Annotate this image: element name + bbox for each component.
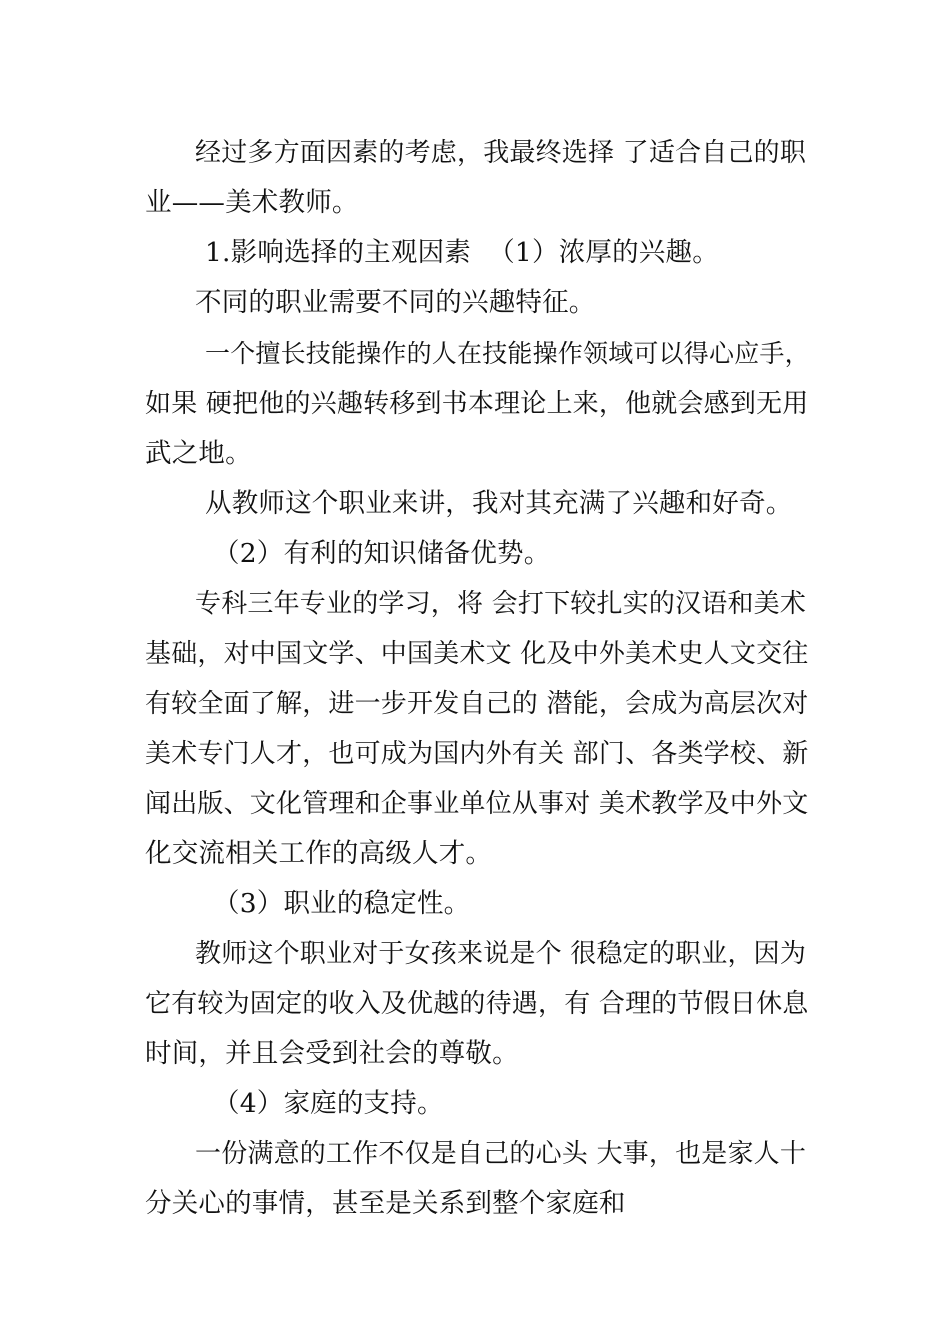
text-line-14: 闻出版、文化管理和企事业单位从事对 美术教学及中外文 <box>145 789 809 819</box>
text-line-11: 基础，对中国文学、中国美术文 化及中外美术史人文交往 <box>145 639 809 669</box>
text-line-17: 教师这个职业对于女孩来说是个 很稳定的职业，因为 <box>195 939 807 969</box>
text-line-21: 一份满意的工作不仅是自己的心头 大事，也是家人十 <box>195 1139 807 1169</box>
text-line-13: 美术专门人才，也可成为国内外有关 部门、各类学校、新 <box>145 739 809 769</box>
text-line-22: 分关心的事情，甚至是关系到整个家庭和 <box>145 1188 626 1219</box>
text-line-12: 有较全面了解，进一步开发自己的 潜能，会成为高层次对 <box>145 689 809 719</box>
text-line-20: （4）家庭的支持。 <box>213 1088 444 1119</box>
text-line-2: 业——美术教师。 <box>145 187 359 218</box>
text-line-5: 一个擅长技能操作的人在技能操作领域可以得心应手， <box>205 339 810 368</box>
text-line-7: 武之地。 <box>145 438 252 469</box>
text-line-6: 如果 硬把他的兴趣转移到书本理论上来，他就会感到无用 <box>145 389 809 419</box>
text-line-4: 不同的职业需要不同的兴趣特征。 <box>195 287 596 318</box>
text-line-19: 时间，并且会受到社会的尊敬。 <box>145 1038 519 1069</box>
text-line-18: 它有较为固定的收入及优越的待遇，有 合理的节假日休息 <box>145 989 809 1019</box>
text-line-9: （2）有利的知识储备优势。 <box>213 538 551 569</box>
text-line-8: 从教师这个职业来讲，我对其充满了兴趣和好奇。 <box>205 488 793 519</box>
text-line-16: （3）职业的稳定性。 <box>213 888 471 919</box>
text-line-3: 1.影响选择的主观因素 （1）浓厚的兴趣。 <box>205 237 719 268</box>
text-line-10: 专科三年专业的学习，将 会打下较扎实的汉语和美术 <box>195 589 807 619</box>
text-line-15: 化交流相关工作的高级人才。 <box>145 838 493 869</box>
text-line-1: 经过多方面因素的考虑，我最终选择 了适合自己的职 <box>195 138 807 168</box>
